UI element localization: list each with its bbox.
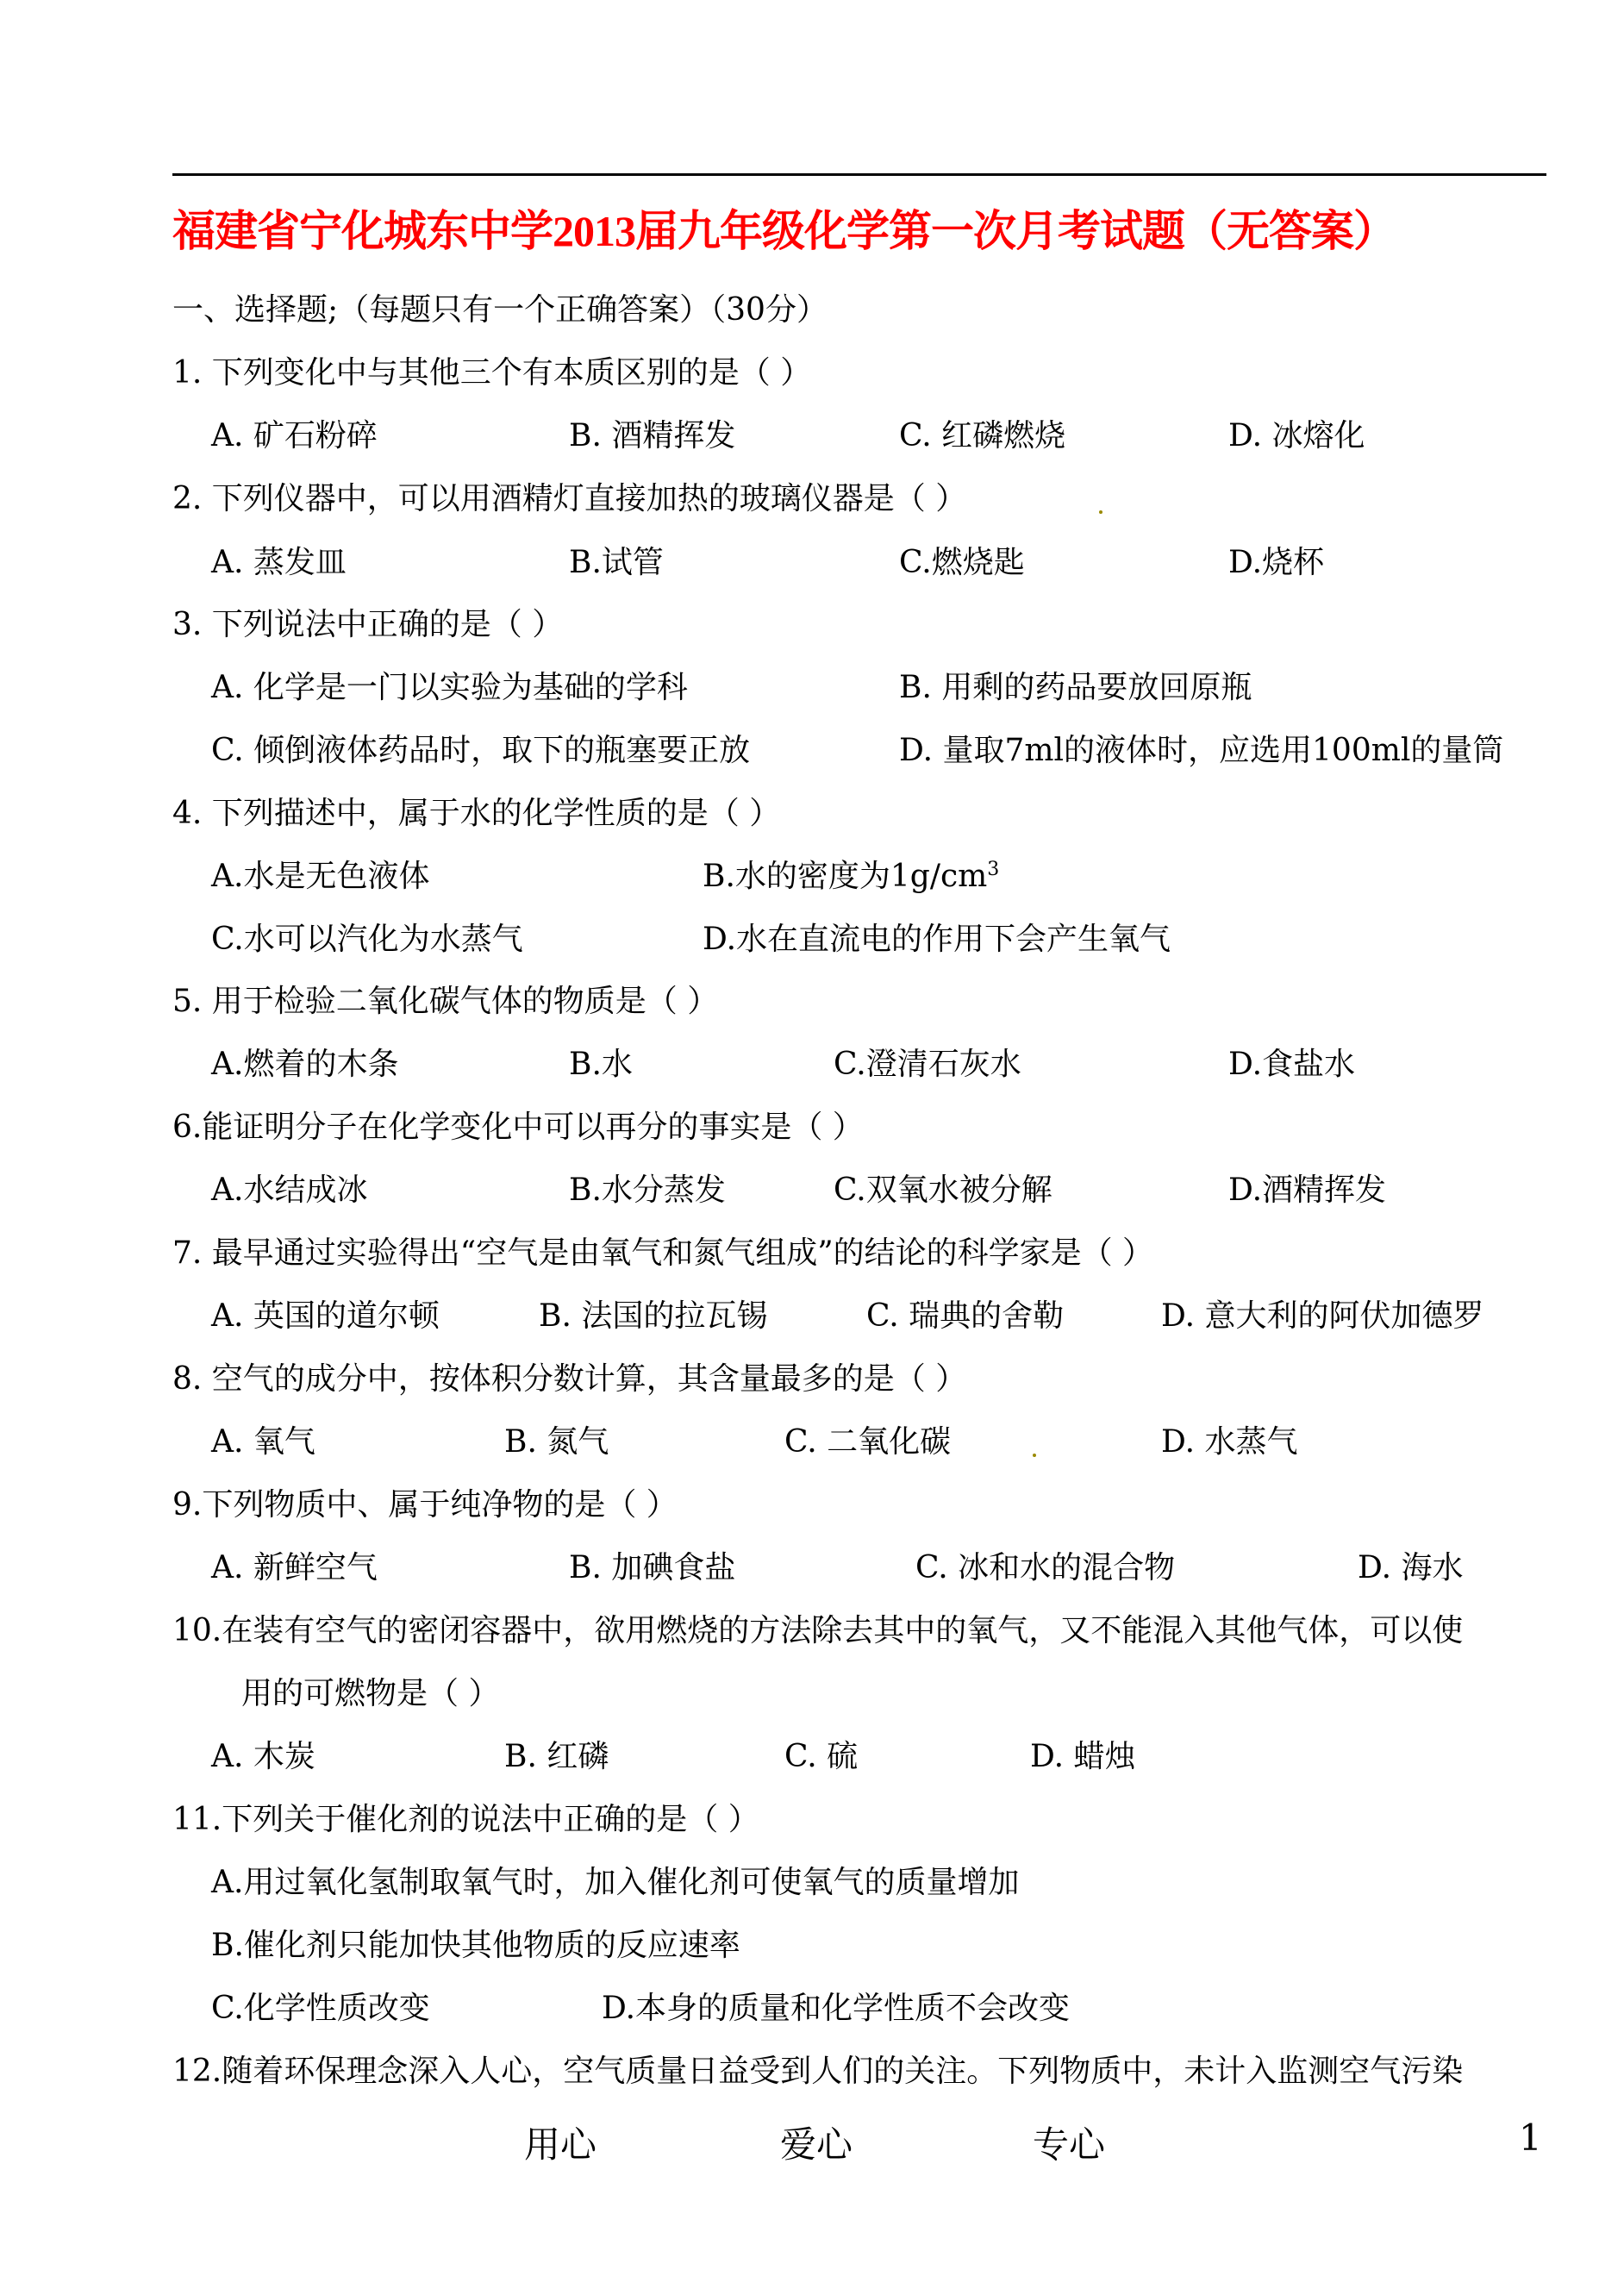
- stray-mark: [1033, 1454, 1036, 1457]
- question-11: 11.下列关于催化剂的说法中正确的是（ ）: [172, 1802, 759, 1837]
- question-6: 6.能证明分子在化学变化中可以再分的事实是（ ）: [172, 1110, 864, 1145]
- page-number: 1: [1519, 2117, 1542, 2159]
- option: D. 意大利的阿伏加德罗: [1161, 1298, 1484, 1334]
- footer-text-2: 爱心: [780, 2123, 853, 2166]
- superscript: 3: [987, 859, 1000, 880]
- question-5: 5. 用于检验二氧化碳气体的物质是（ ）: [172, 984, 719, 1019]
- option: B.水: [569, 1047, 633, 1082]
- option: A.用过氧化氢制取氧气时，加入催化剂可使氧气的质量增加: [211, 1865, 1020, 1900]
- option: C.澄清石灰水: [834, 1047, 1021, 1082]
- option: B. 加碘食盐: [569, 1550, 736, 1585]
- option: C.化学性质改变: [211, 1991, 430, 2026]
- option: D.水在直流电的作用下会产生氧气: [703, 922, 1171, 957]
- section-heading: 一、选择题;（每题只有一个正确答案）（30分）: [172, 292, 828, 328]
- option: B. 氮气: [504, 1424, 609, 1460]
- option: B.催化剂只能加快其他物质的反应速率: [211, 1928, 740, 1963]
- option: D. 蜡烛: [1030, 1739, 1136, 1774]
- question-1: 1. 下列变化中与其他三个有本质区别的是（ ）: [172, 355, 812, 391]
- option: B.水分蒸发: [569, 1173, 726, 1208]
- option: B. 法国的拉瓦锡: [539, 1298, 768, 1334]
- option: C. 二氧化碳: [784, 1424, 952, 1460]
- option: A. 氧气: [211, 1424, 315, 1460]
- option: A. 蒸发皿: [211, 545, 347, 580]
- option: B.试管: [569, 545, 664, 580]
- question-10: 10.在装有空气的密闭容器中，欲用燃烧的方法除去其中的氧气，又不能混入其他气体，可以使: [172, 1613, 1464, 1648]
- option: B. 用剩的药品要放回原瓶: [899, 670, 1252, 705]
- option: A.燃着的木条: [211, 1047, 399, 1082]
- option: C.双氧水被分解: [834, 1173, 1052, 1208]
- option: D.本身的质量和化学性质不会改变: [602, 1991, 1071, 2026]
- option: A.水结成冰: [211, 1173, 368, 1208]
- question-4: 4. 下列描述中，属于水的化学性质的是（ ）: [172, 796, 781, 831]
- option: D. 冰熔化: [1228, 418, 1365, 453]
- question-8: 8. 空气的成分中，按体积分数计算，其含量最多的是（ ）: [172, 1361, 967, 1397]
- option: D.酒精挥发: [1228, 1173, 1387, 1208]
- question-3: 3. 下列说法中正确的是（ ）: [172, 607, 564, 642]
- option: A. 英国的道尔顿: [211, 1298, 440, 1334]
- option: A. 化学是一门以实验为基础的学科: [211, 670, 688, 705]
- stray-mark: [1099, 510, 1102, 514]
- footer-text-3: 专心: [1033, 2123, 1106, 2166]
- header-rule: [172, 173, 1546, 176]
- option: A. 木炭: [211, 1739, 315, 1774]
- option: C.水可以汽化为水蒸气: [211, 922, 523, 957]
- option: D.烧杯: [1228, 545, 1325, 580]
- option: C. 硫: [784, 1739, 859, 1774]
- question-9: 9.下列物质中、属于纯净物的是（ ）: [172, 1487, 678, 1523]
- question-12: 12.随着环保理念深入人心，空气质量日益受到人们的关注。下列物质中，未计入监测空气污染: [172, 2054, 1464, 2089]
- option: C. 红磷燃烧: [899, 418, 1066, 453]
- question-7: 7. 最早通过实验得出“空气是由氧气和氮气组成”的结论的科学家是（ ）: [172, 1235, 1154, 1271]
- option: C. 冰和水的混合物: [915, 1550, 1176, 1585]
- page-title: 福建省宁化城东中学2013届九年级化学第一次月考试题（无答案）: [172, 207, 1396, 255]
- option: B. 酒精挥发: [569, 418, 736, 453]
- option: A. 新鲜空气: [211, 1550, 378, 1585]
- option: D. 水蒸气: [1161, 1424, 1298, 1460]
- option: B.水的密度为$1g/cm^3$: [703, 859, 1000, 894]
- footer-text-1: 用心: [524, 2123, 597, 2166]
- question-10-cont: 用的可燃物是（ ）: [241, 1676, 500, 1711]
- option: A.水是无色液体: [211, 859, 430, 894]
- option: B. 红磷: [504, 1739, 609, 1774]
- option: D. 量取7ml的液体时，应选用100ml的量筒: [899, 733, 1504, 768]
- option: C.燃烧匙: [899, 545, 1025, 580]
- option: A. 矿石粉碎: [211, 418, 378, 453]
- option: D.食盐水: [1228, 1047, 1356, 1082]
- question-2: 2. 下列仪器中，可以用酒精灯直接加热的玻璃仪器是（ ）: [172, 481, 967, 516]
- option: C. 瑞典的舍勒: [866, 1298, 1065, 1334]
- option: C. 倾倒液体药品时，取下的瓶塞要正放: [211, 733, 751, 768]
- option: D. 海水: [1358, 1550, 1464, 1585]
